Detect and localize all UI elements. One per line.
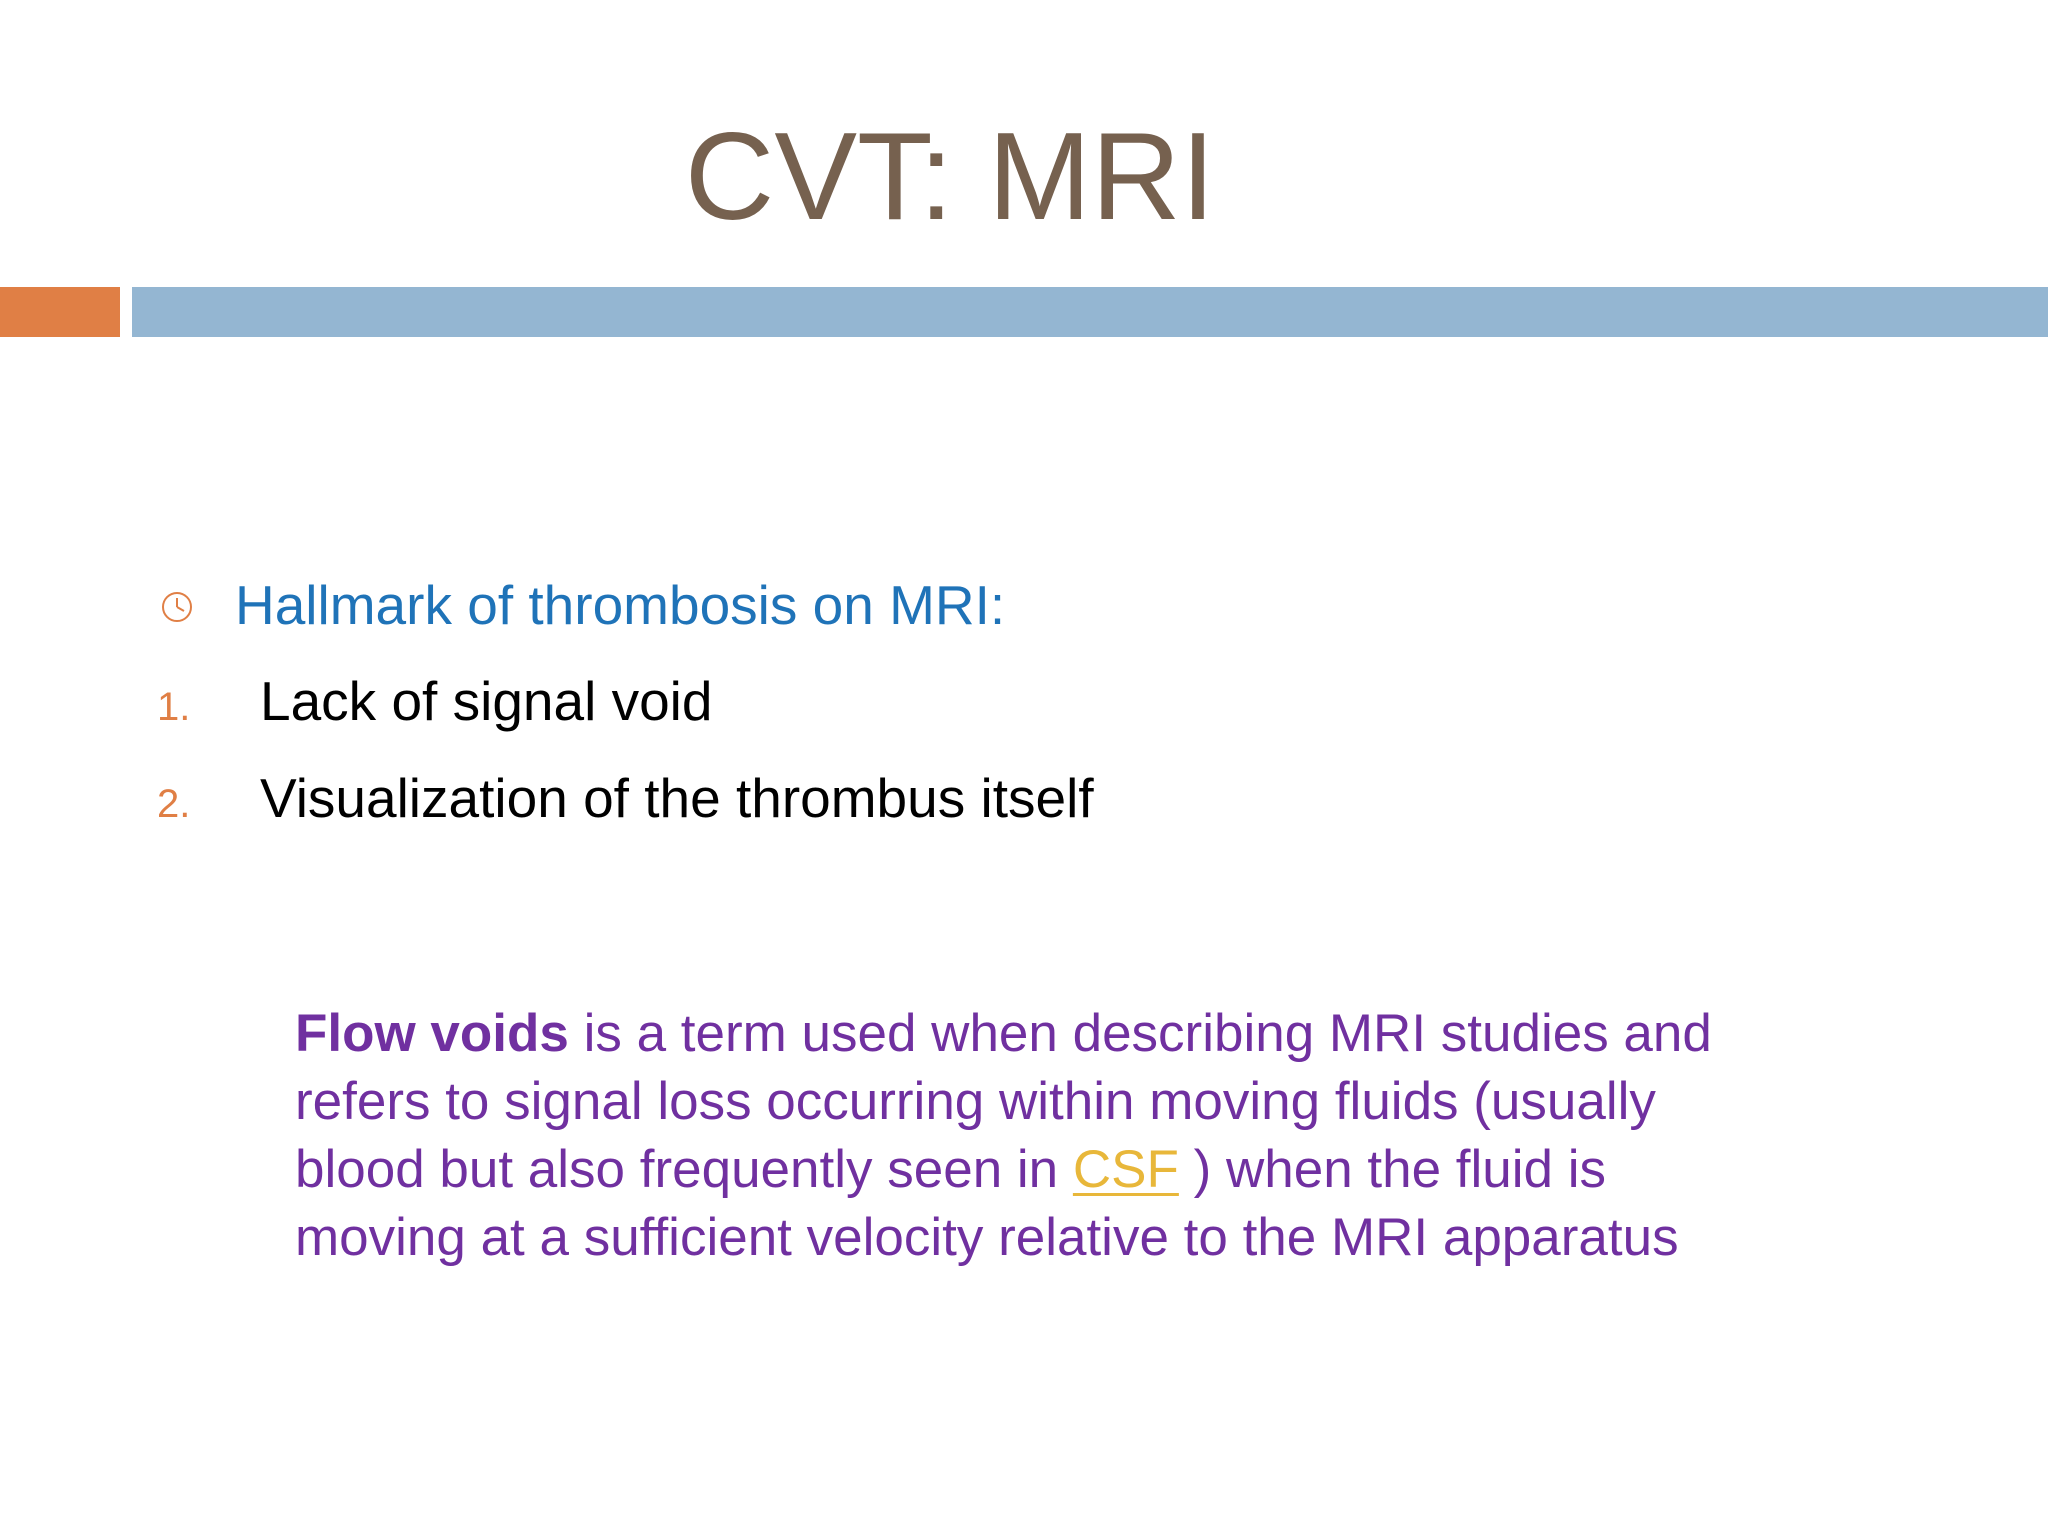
- list-number: 1.: [157, 685, 191, 729]
- bullet-heading: Hallmark of thrombosis on MRI:: [235, 574, 1006, 636]
- note-text-end: ) when the fluid is moving at a sufficient velocity relative to the MRI apparatus: [295, 1140, 1679, 1267]
- note-term: Flow voids: [295, 1004, 569, 1063]
- list-item: Visualization of the thrombus itself: [260, 767, 1094, 829]
- flow-voids-note: [295, 1000, 1755, 1272]
- list-item: Lack of signal void: [260, 670, 713, 732]
- csf-link[interactable]: CSF: [1072, 1140, 1179, 1199]
- clock-icon: [160, 590, 194, 624]
- list-number: 2.: [157, 782, 191, 826]
- title-divider-bar: [132, 287, 2048, 337]
- slide-title: CVT: MRI: [684, 108, 1216, 246]
- note-text: is a term used when describing MRI studies and refers to signal loss occurring within moving fluids (usually blood but also frequently seen in: [295, 1004, 1712, 1199]
- title-accent-bar: [0, 287, 120, 337]
